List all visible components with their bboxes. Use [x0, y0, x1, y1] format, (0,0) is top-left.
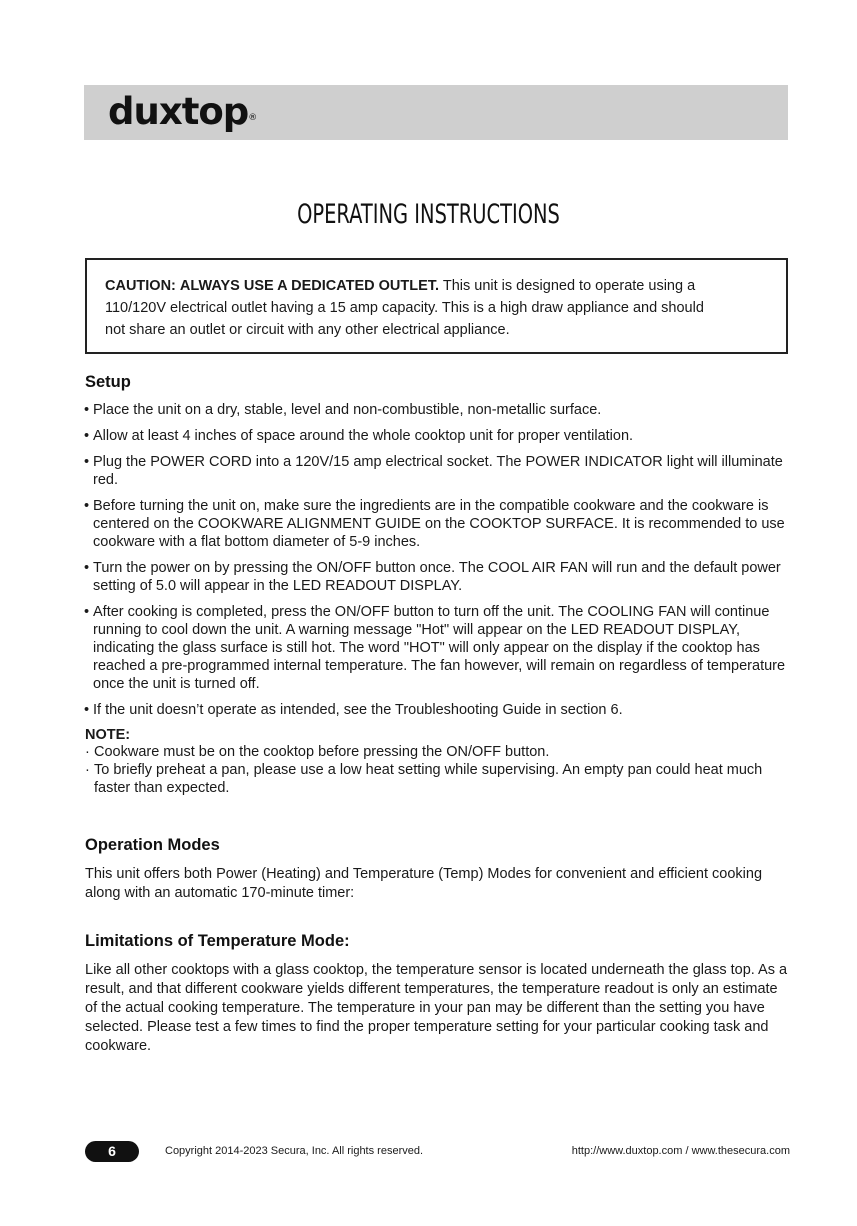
- operation-modes-heading: Operation Modes: [85, 836, 220, 854]
- setup-bullet-list: [85, 401, 790, 719]
- logo-text: duxtop: [108, 90, 249, 133]
- copyright-text: Copyright 2014-2023 Secura, Inc. All rights reserved.: [165, 1145, 424, 1157]
- limitations-text: Like all other cooktops with a glass cooktop, the temperature sensor is located underneath the glass top. As a result, and that different cookware yields different temperatures, the temperature readout is only an estimate of the actual cooking temperature. The temperature in your pan may be different than the setting you have selected. Please test a few times to find the proper temperature setting for your particular cooking task and cookware.: [85, 962, 788, 1054]
- limitations-heading: Limitations of Temperature Mode:: [85, 932, 350, 950]
- page-title: OPERATING INSTRUCTIONS: [297, 199, 560, 230]
- caution-line-1-text: This unit is designed to operate using a: [439, 278, 696, 294]
- caution-label: CAUTION:: [105, 278, 176, 294]
- setup-bullet: • Turn the power on by pressing the ON/OFF button once. The COOL AIR FAN will run and the default power setting of 5.0 will appear in the LED READOUT DISPLAY.: [85, 559, 790, 595]
- page-number-badge: 6: [85, 1141, 139, 1162]
- setup-bullet: • After cooking is completed, press the ON/OFF button to turn off the unit. The COOLING FAN will continue running to cool down the unit. A warning message "Hot" will appear on the LED READOUT DISPLAY, indicating the glass surface is still hot. The word "HOT" will only appear on the display if the cooktop has reached a pre-programmed internal temperature. The fan however, will remain on regardless of temperature once the unit is turned off.: [85, 603, 790, 693]
- note-item: · Cookware must be on the cooktop before pressing the ON/OFF button.: [85, 743, 790, 761]
- website-urls: http://www.duxtop.com / www.thesecura.com: [571, 1145, 790, 1157]
- setup-section: [85, 373, 790, 797]
- setup-bullet: • Before turning the unit on, make sure the ingredients are in the compatible cookware and the cookware is centered on the COOKWARE ALIGNMENT GUIDE on the COOKTOP SURFACE. It is recommended to use cookware with a flat bottom diameter of 5-9 inches.: [85, 497, 790, 551]
- setup-bullet: • Place the unit on a dry, stable, level and non-combustible, non-metallic surface.: [85, 401, 790, 419]
- caution-headline: ALWAYS USE A DEDICATED OUTLET.: [179, 278, 440, 294]
- note-list: [85, 743, 790, 797]
- note-item: · To briefly preheat a pan, please use a low heat setting while supervising. An empty pan could heat much faster than expected.: [85, 761, 790, 797]
- caution-box: [85, 258, 788, 354]
- brand-logo: [108, 91, 256, 133]
- header-bar: [84, 85, 788, 140]
- caution-line-1: [105, 275, 770, 297]
- note-label: NOTE:: [85, 727, 131, 743]
- operation-modes-text: This unit offers both Power (Heating) and Temperature (Temp) Modes for convenient and efficient cooking along with an automatic 170-minute timer:: [85, 866, 763, 901]
- setup-bullet: • Allow at least 4 inches of space around the whole cooktop unit for proper ventilation.: [85, 427, 790, 445]
- registered-mark: ®: [248, 113, 257, 123]
- setup-bullet: • Plug the POWER CORD into a 120V/15 amp electrical socket. The POWER INDICATOR light will illuminate red.: [85, 453, 790, 489]
- caution-line-3: not share an outlet or circuit with any other electrical appliance.: [105, 322, 510, 338]
- setup-bullet: • If the unit doesn’t operate as intended, see the Troubleshooting Guide in section 6.: [85, 701, 790, 719]
- setup-heading: Setup: [85, 373, 131, 391]
- caution-line-2: 110/120V electrical outlet having a 15 amp capacity. This is a high draw appliance and should: [105, 300, 704, 316]
- limitations-section: [85, 932, 790, 1056]
- operation-modes-section: [85, 836, 790, 903]
- page-footer: [85, 1141, 790, 1165]
